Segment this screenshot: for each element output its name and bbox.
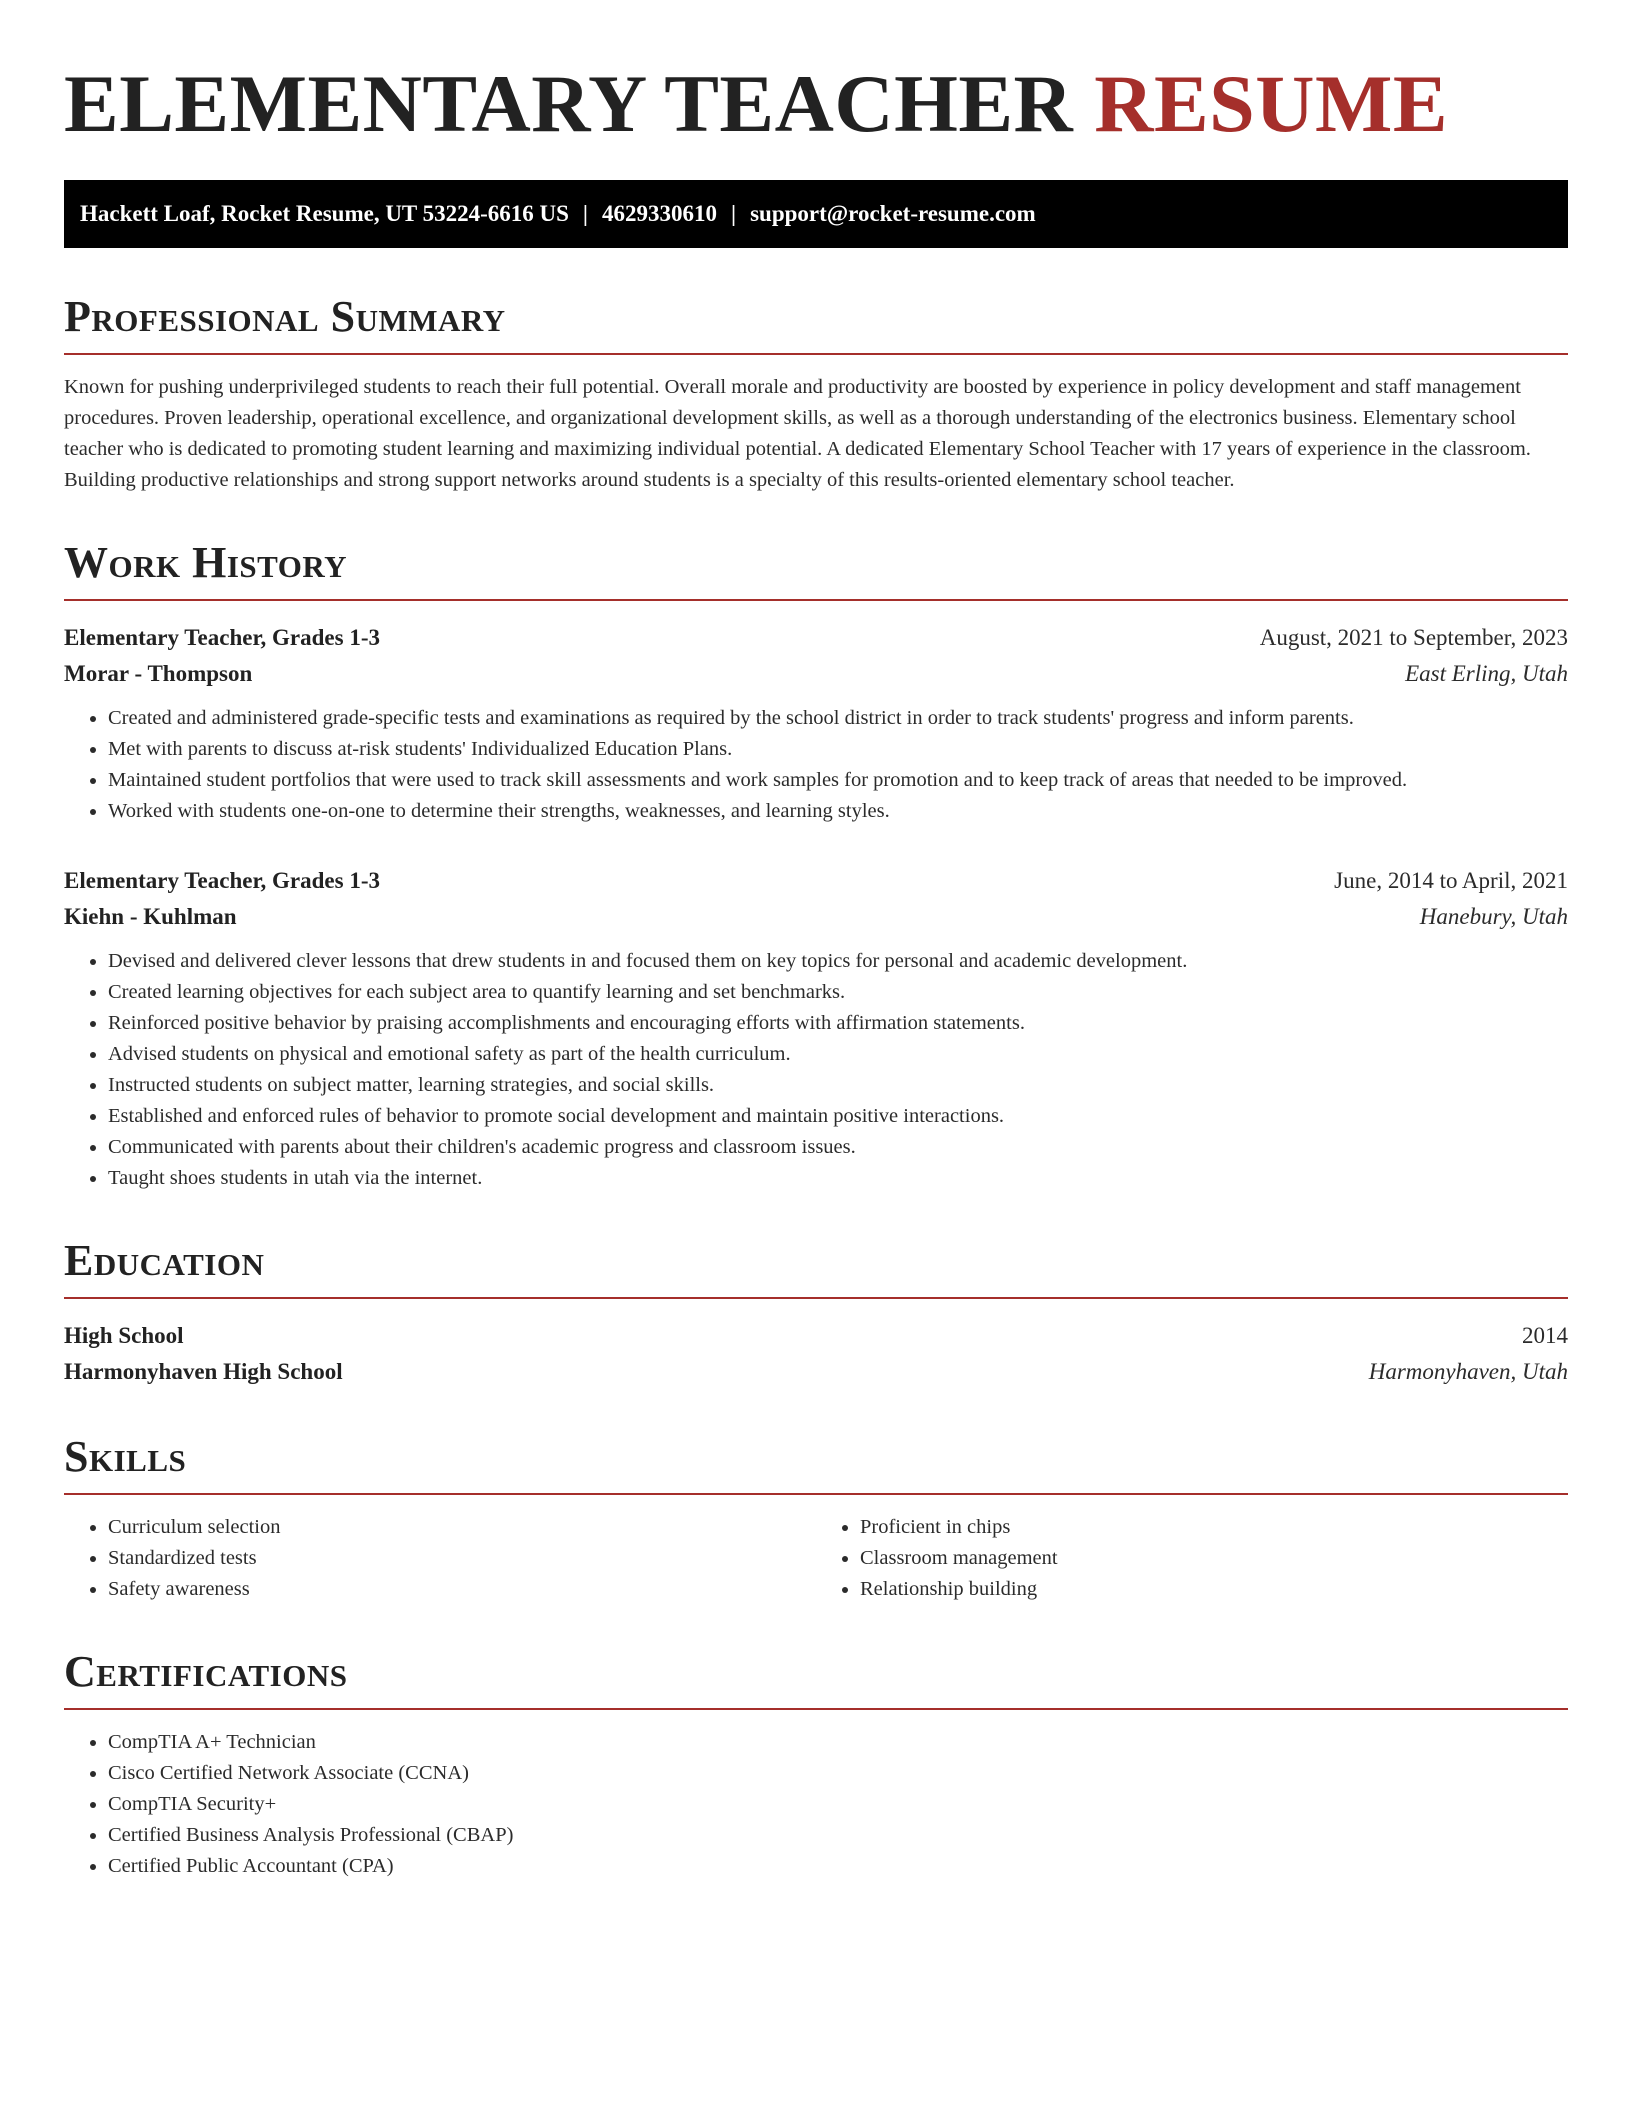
list-item: • Proficient in chips [860,1512,1568,1543]
summary-text: Known for pushing underprivileged students to reach their full potential. Overall morale and productivity are boosted by experience in policy development and staff management procedures. Proven leadership, operational excellence, and organizational development skills, as well as a thorough understanding of the electronics business. Elementary school teacher who is dedicated to promoting student learning and maximizing individual potential. A dedicated Elementary School Teacher with 17 years of experience in the classroom. Building productive relationships and strong support networks around students is a specialty of this results-oriented elementary school teacher. [64,376,1531,491]
contact-phone: 4629330610 [602,201,717,226]
list-item: • Established and enforced rules of behavior to promote social development and maintain positive interactions. [108,1101,1568,1132]
title-accent: RESUME [1094,58,1449,149]
section-title: Skills [64,1432,1568,1495]
title-main: ELEMENTARY TEACHER [64,58,1074,149]
education-header-row [64,1318,1568,1354]
contact-address: Hackett Loaf, Rocket Resume, UT 53224-6616 US [80,201,569,226]
job-role: Elementary Teacher, Grades 1-3 [64,868,381,893]
contact-bar [64,180,1568,248]
education-school-row [64,1354,1568,1390]
skills-column-left [64,1512,816,1605]
contact-separator: | [582,201,588,226]
education-entry [64,1318,1568,1390]
list-item: • Created learning objectives for each subject area to quantify learning and set benchmarks. [108,977,1568,1008]
job-bullets [64,946,1568,1194]
list-item: • Reinforced positive behavior by praising accomplishments and encouraging efforts with affirmation statements. [108,1008,1568,1039]
list-item: • Standardized tests [108,1543,816,1574]
job-company: Kiehn - Kuhlman [64,904,237,929]
job-company: Morar - Thompson [64,661,253,686]
list-item: • Advised students on physical and emotional safety as part of the health curriculum. [108,1039,1568,1070]
job-dates: August, 2021 to September, 2023 [1259,625,1568,650]
list-item: • Classroom management [860,1543,1568,1574]
education-section [64,1236,1568,1390]
job-role: Elementary Teacher, Grades 1-3 [64,625,381,650]
contact-separator: | [731,201,737,226]
skills-column-right [816,1512,1568,1605]
list-item: • Safety awareness [108,1574,816,1605]
job-bullets [64,703,1568,827]
section-title: Education [64,1236,1568,1299]
contact-email: support@rocket-resume.com [750,201,1036,226]
list-item: • Created and administered grade-specific tests and examinations as required by the school district in order to track students' progress and inform parents. [108,703,1568,734]
certifications-section [64,1647,1568,1882]
resume-title [64,58,1568,150]
list-item: • CompTIA Security+ [108,1789,1568,1820]
section-title: Work History [64,538,1568,601]
job-dates: June, 2014 to April, 2021 [1334,868,1568,893]
job-header-row [64,863,1568,899]
job-company-row [64,899,1568,935]
education-location: Harmonyhaven, Utah [1368,1359,1568,1384]
job-company-row [64,656,1568,692]
list-item: • Met with parents to discuss at-risk students' Individualized Education Plans. [108,734,1568,765]
job-header-row [64,620,1568,656]
list-item: • Relationship building [860,1574,1568,1605]
education-school: Harmonyhaven High School [64,1359,343,1384]
job-location: East Erling, Utah [1405,661,1568,686]
job-location: Hanebury, Utah [1419,904,1568,929]
section-title: Certifications [64,1647,1568,1710]
section-title: Professional Summary [64,292,1568,355]
list-item: • Instructed students on subject matter, learning strategies, and social skills. [108,1070,1568,1101]
skills-section [64,1432,1568,1605]
certifications-list [64,1727,1568,1882]
list-item: • CompTIA A+ Technician [108,1727,1568,1758]
list-item: • Certified Business Analysis Professional (CBAP) [108,1820,1568,1851]
work-history-section [64,538,1568,1194]
skills-grid [64,1512,1568,1605]
list-item: • Worked with students one-on-one to determine their strengths, weaknesses, and learning styles. [108,796,1568,827]
list-item: • Communicated with parents about their children's academic progress and classroom issues. [108,1132,1568,1163]
education-year: 2014 [1522,1323,1568,1348]
list-item: • Maintained student portfolios that were used to track skill assessments and work samples for promotion and to keep track of areas that needed to be improved. [108,765,1568,796]
list-item: • Devised and delivered clever lessons that drew students in and focused them on key topics for personal and academic development. [108,946,1568,977]
list-item: • Certified Public Accountant (CPA) [108,1851,1568,1882]
list-item: • Curriculum selection [108,1512,816,1543]
job-entry [64,863,1568,1194]
list-item: • Cisco Certified Network Associate (CCNA) [108,1758,1568,1789]
job-entry [64,620,1568,827]
education-degree: High School [64,1323,184,1348]
list-item: • Taught shoes students in utah via the internet. [108,1163,1568,1194]
professional-summary-section [64,292,1568,496]
